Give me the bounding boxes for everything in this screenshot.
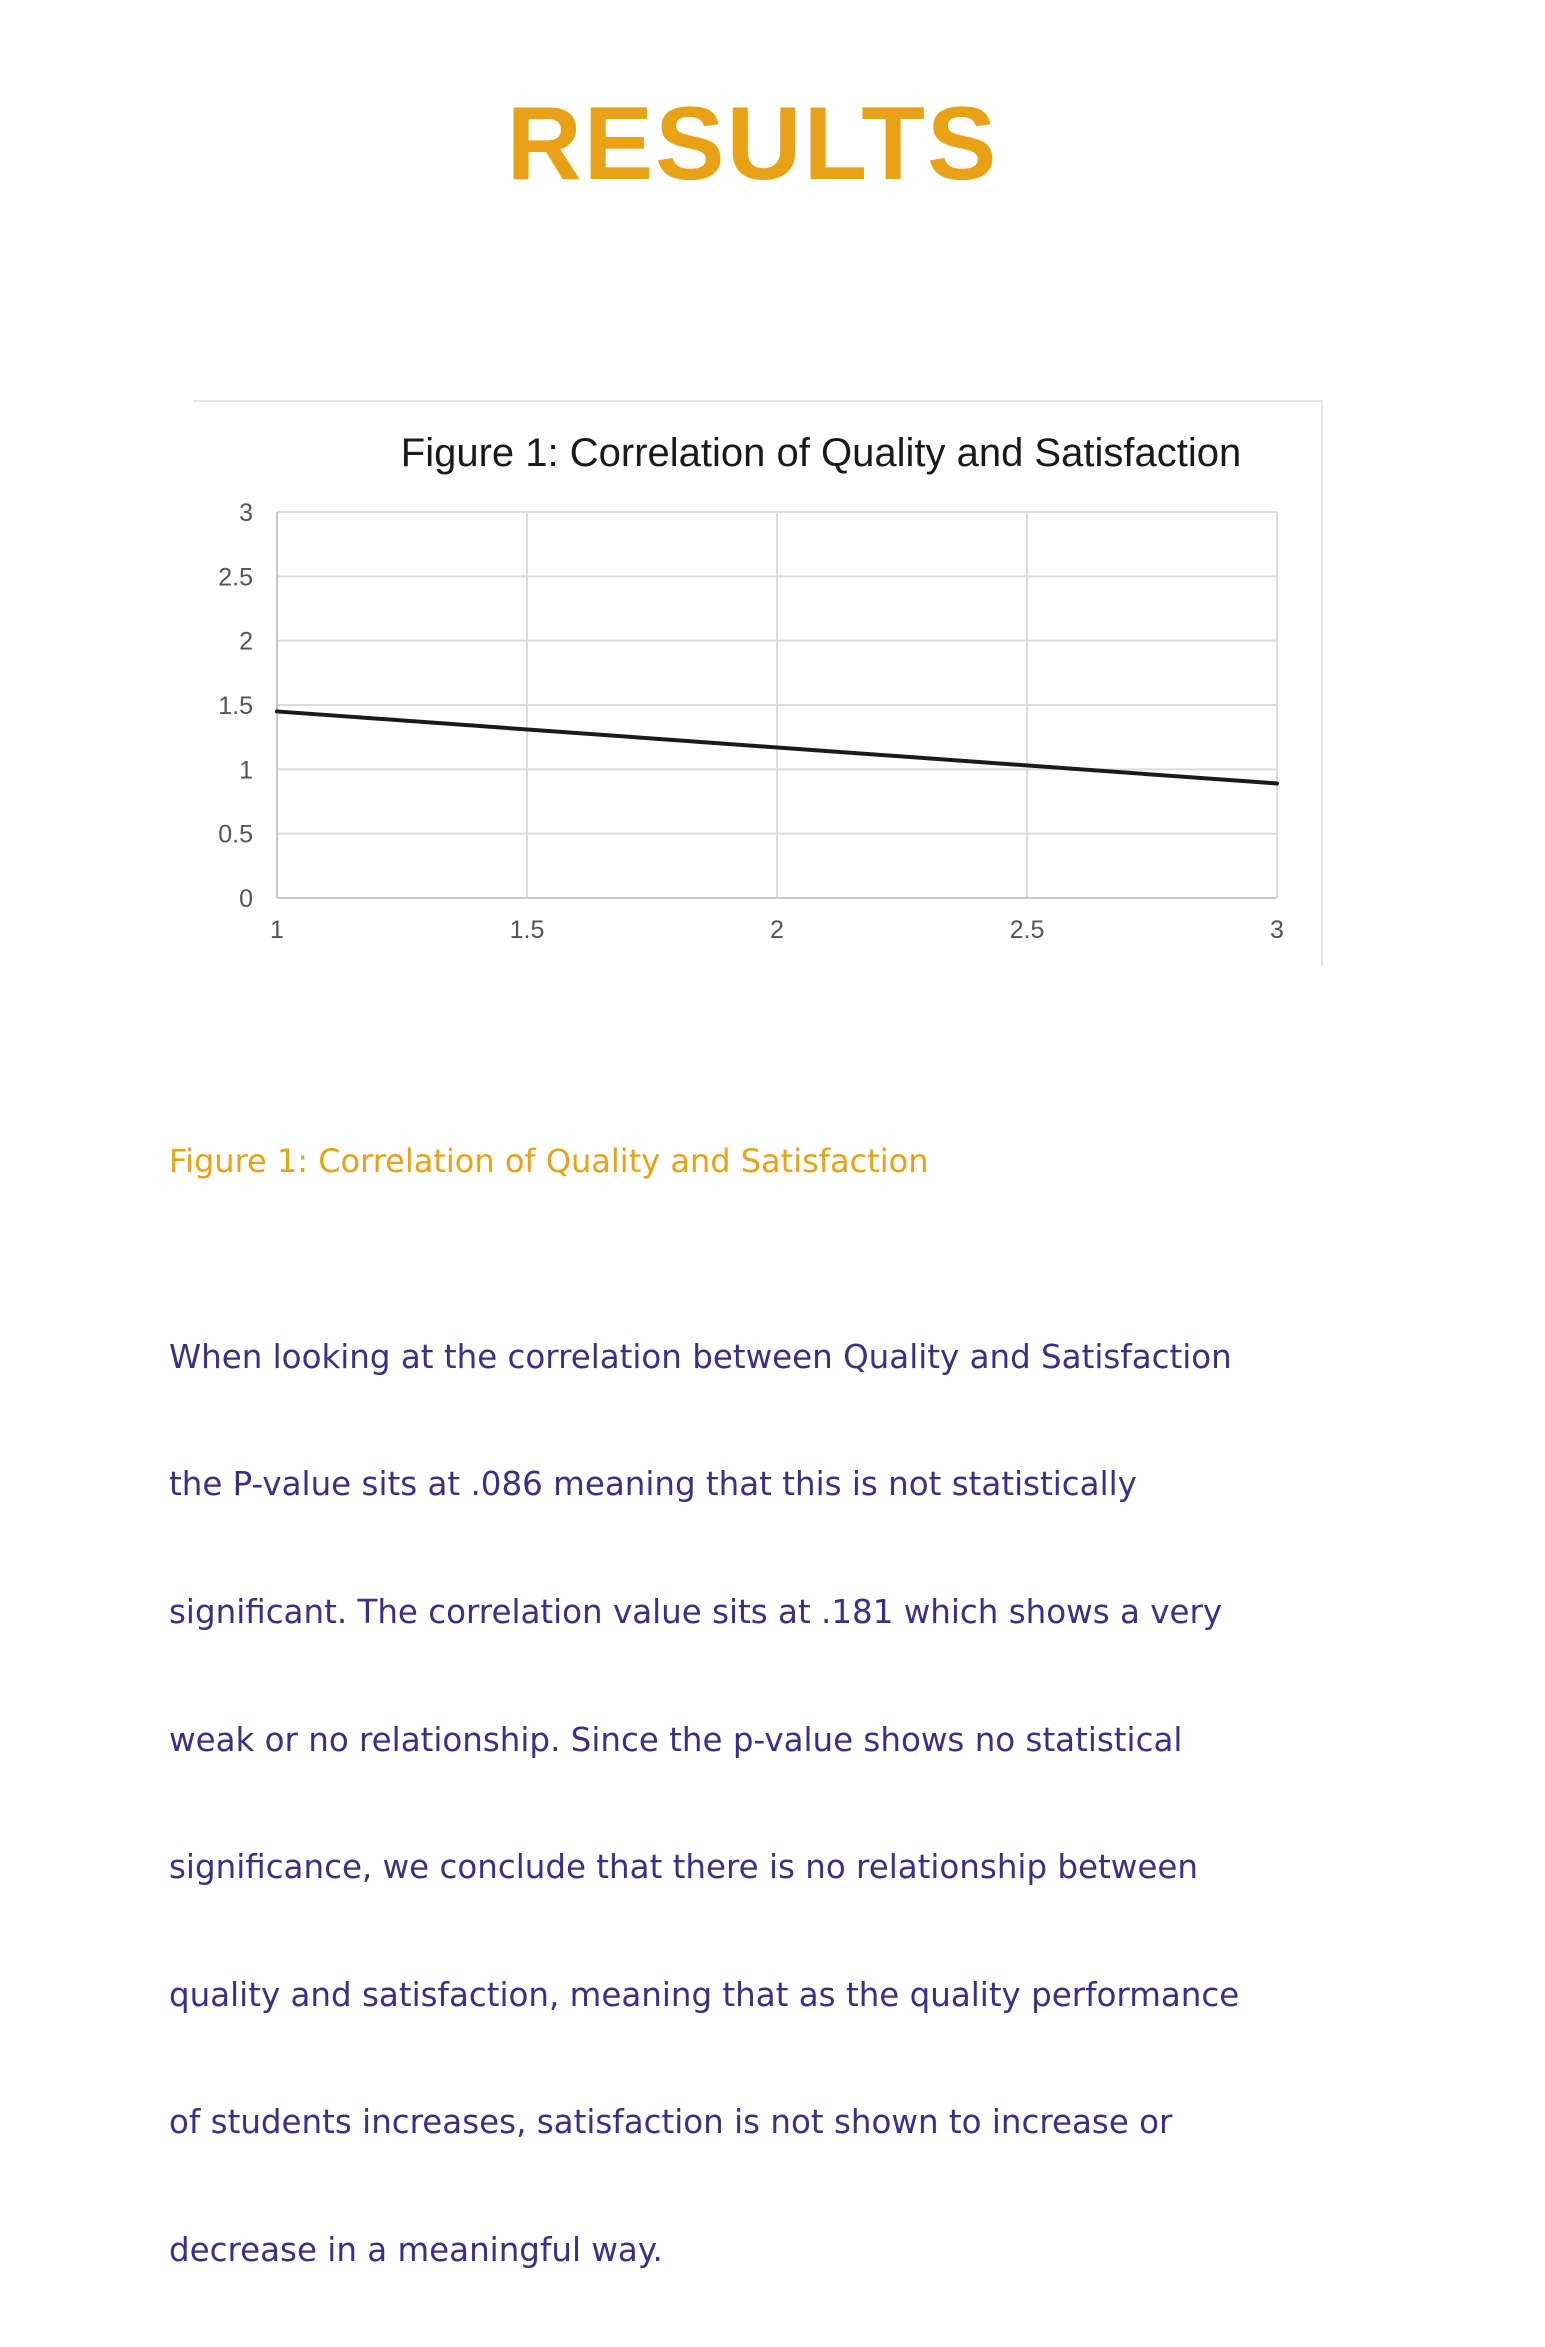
paragraph-line: of students increases, satisfaction is not shown to increase or (169, 2103, 1173, 2142)
y-tick-label: 2.5 (218, 563, 253, 592)
y-tick-label: 2 (239, 627, 253, 656)
paragraph-line: significance, we conclude that there is no relationship between (169, 1848, 1198, 1887)
figure-caption: Figure 1: Correlation of Quality and Satisfaction (169, 1142, 929, 1180)
correlation-line-chart (193, 400, 1323, 966)
x-tick-label: 3 (1270, 916, 1284, 944)
x-tick-label: 1.5 (509, 916, 545, 944)
paragraph-line: quality and satisfaction, meaning that as the quality performance (169, 1975, 1240, 2014)
paragraph-line: When looking at the correlation between Quality and Satisfaction (169, 1337, 1232, 1376)
x-tick-label: 2 (770, 916, 784, 944)
paragraph-line: weak or no relationship. Since the p-value shows no statistical (169, 1720, 1183, 1759)
page-title: RESULTS (506, 86, 999, 202)
tick-labels (218, 499, 1284, 944)
paragraph-line: the P-value sits at .086 meaning that this is not statistically (169, 1465, 1137, 1504)
y-tick-label: 1.5 (218, 692, 253, 720)
chart-title: Figure 1: Correlation of Quality and Satisfaction (400, 431, 1242, 475)
x-tick-label: 2.5 (1009, 916, 1045, 944)
y-tick-label: 0 (239, 885, 253, 913)
grid (277, 512, 1277, 898)
x-tick-label: 1 (270, 916, 284, 944)
y-tick-label: 1 (239, 756, 253, 785)
paragraph-line: significant. The correlation value sits at .181 which shows a very (169, 1592, 1223, 1631)
paragraph-line: decrease in a meaningful way. (169, 2230, 663, 2269)
y-tick-label: 0.5 (218, 820, 253, 849)
results-paragraph (169, 1262, 1349, 2347)
y-tick-label: 3 (239, 499, 253, 527)
